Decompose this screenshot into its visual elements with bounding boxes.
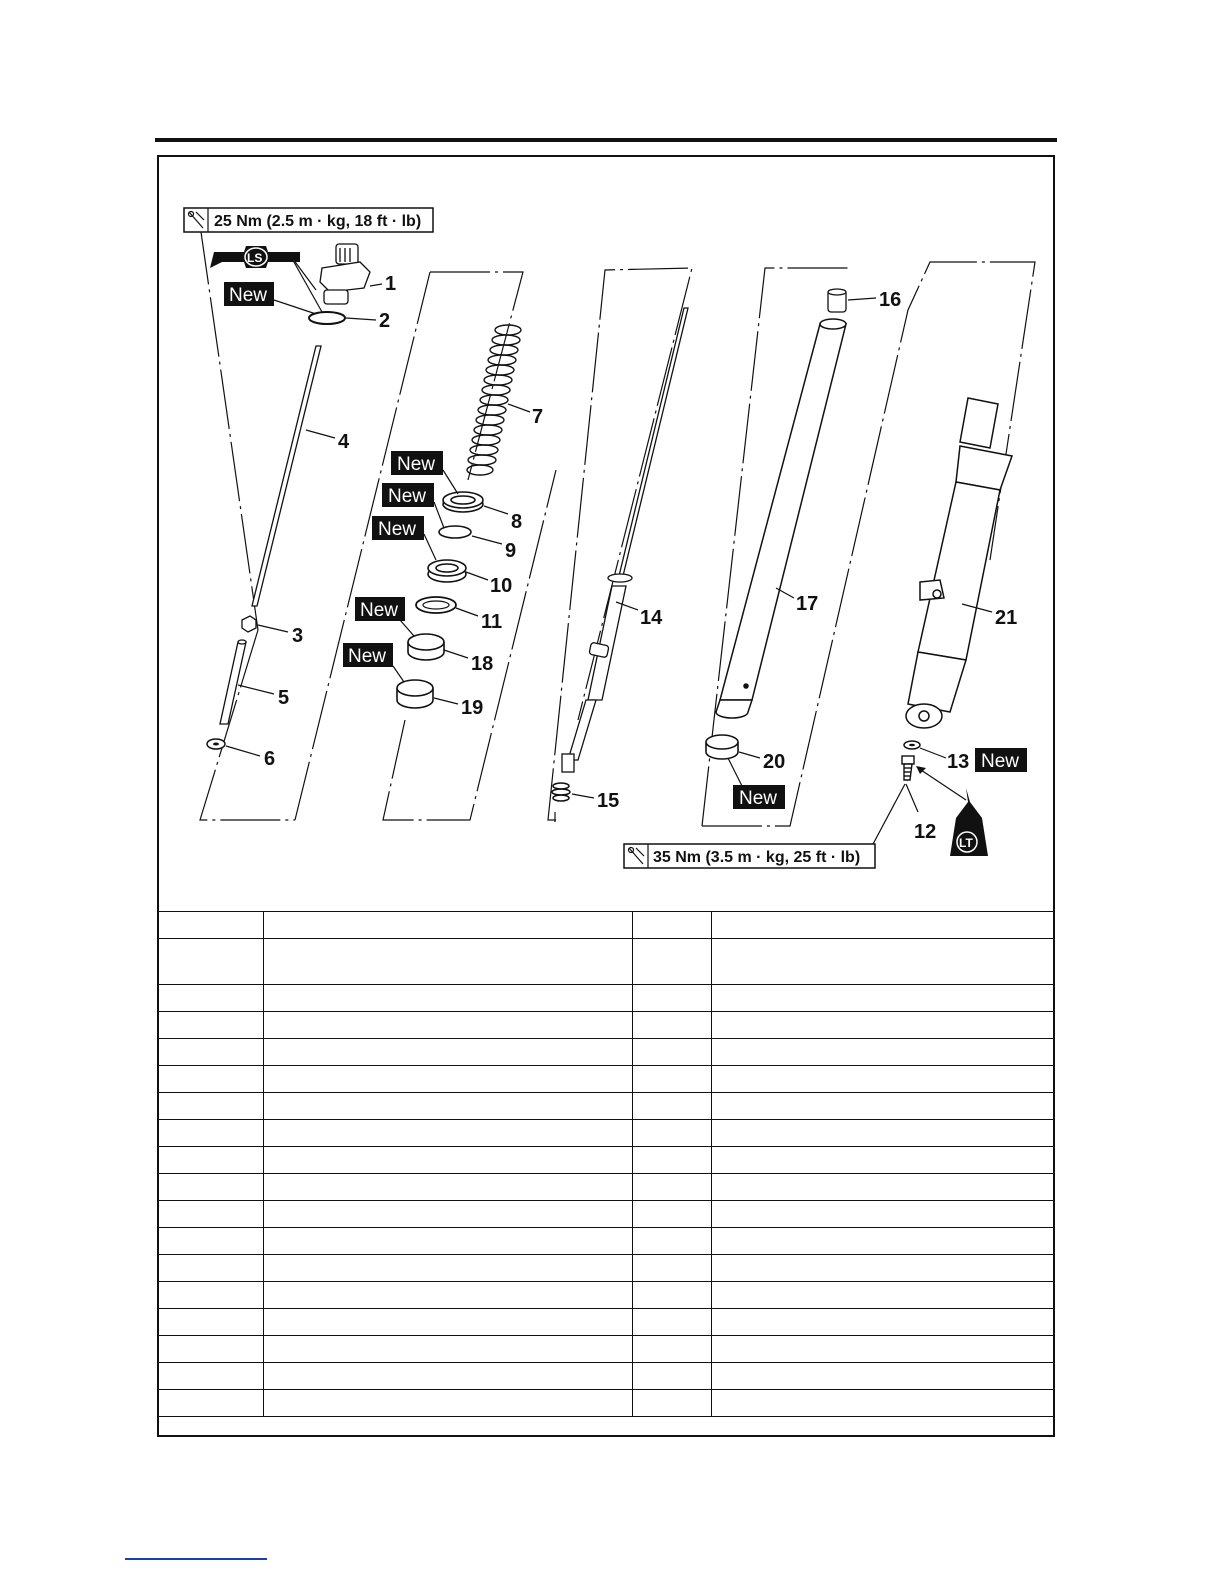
- table-row: [159, 912, 1054, 939]
- part-rebound-spring: [552, 783, 570, 801]
- svg-text:New: New: [388, 486, 427, 507]
- callout-3: 3: [292, 625, 304, 647]
- svg-text:New: New: [229, 285, 268, 306]
- lithium-soap-grease-icon: [210, 246, 300, 268]
- new-badge-10: [372, 516, 424, 540]
- panel-outlines: [200, 225, 1035, 826]
- new-badge-13: [975, 748, 1027, 772]
- callout-16: 16: [879, 289, 902, 311]
- callout-15: 15: [597, 790, 620, 812]
- table-row: [159, 1147, 1054, 1174]
- table-row: [159, 1120, 1054, 1147]
- callout-1: 1: [385, 273, 397, 295]
- part-oil-seal: [443, 492, 483, 512]
- lt-badge-text: LT: [959, 836, 973, 850]
- new-badge-20: [733, 785, 785, 809]
- callout-7: 7: [532, 406, 544, 428]
- callout-14: 14: [640, 607, 663, 629]
- callout-20: 20: [763, 751, 786, 773]
- torque-spec-top: [184, 208, 433, 232]
- table-row: [159, 1201, 1054, 1228]
- parts-table: [158, 911, 1054, 1417]
- callout-11: 11: [481, 611, 503, 633]
- table-row: [159, 1228, 1054, 1255]
- torque-value-bottom: 35 Nm (3.5 m · kg, 25 ft · lb): [653, 849, 861, 866]
- part-fork-spring: [467, 325, 521, 475]
- part-fork-collar: [706, 735, 738, 759]
- part-locknut: [242, 616, 256, 632]
- table-row: [159, 985, 1054, 1012]
- part-copper-washer: [904, 741, 920, 749]
- part-washer: [207, 739, 225, 749]
- table-row: [159, 1390, 1054, 1417]
- part-damper-rod-bolt: [902, 756, 914, 780]
- svg-text:New: New: [397, 454, 436, 475]
- part-outer-tube: [906, 398, 1012, 728]
- callout-18: 18: [471, 653, 494, 675]
- new-badge-18: [355, 597, 405, 621]
- new-badge-8: [391, 451, 443, 475]
- callout-19: 19: [461, 697, 484, 719]
- callout-4: 4: [338, 431, 350, 453]
- table-row: [159, 1012, 1054, 1039]
- callout-9: 9: [505, 540, 517, 562]
- part-adjusting-rod: [252, 346, 321, 606]
- part-oil-seal-washer: [416, 597, 456, 613]
- new-badge-2: [224, 282, 274, 306]
- torque-value-top: 25 Nm (2.5 m · kg, 18 ft · lb): [214, 213, 422, 230]
- part-outer-tube-bushing: [397, 680, 433, 708]
- new-badge-9: [382, 483, 434, 507]
- svg-text:New: New: [739, 788, 778, 809]
- callout-2: 2: [379, 310, 391, 332]
- svg-text:New: New: [348, 646, 387, 667]
- table-row: [159, 1336, 1054, 1363]
- part-dust-seal: [428, 560, 466, 582]
- callout-12: 12: [914, 821, 937, 843]
- table-row: [159, 939, 1054, 985]
- torque-spec-bottom: [624, 844, 875, 868]
- table-row: [159, 1039, 1054, 1066]
- table-row: [159, 1174, 1054, 1201]
- part-damper-rod-assembly: [562, 308, 688, 772]
- table-row: [159, 1066, 1054, 1093]
- callout-17: 17: [796, 593, 819, 615]
- callout-5: 5: [278, 687, 290, 709]
- svg-text:New: New: [378, 519, 417, 540]
- footer-rule: [125, 1558, 267, 1560]
- callout-6: 6: [264, 748, 276, 770]
- table-row: [159, 1255, 1054, 1282]
- callout-21: 21: [995, 607, 1018, 629]
- part-inner-tube-bushing: [408, 634, 444, 660]
- part-cap-bolt: [320, 244, 370, 304]
- callout-8: 8: [511, 511, 523, 533]
- table-row: [159, 1363, 1054, 1390]
- new-badge-19: [343, 643, 393, 667]
- table-row: [159, 1309, 1054, 1336]
- callout-13: 13: [947, 751, 970, 773]
- part-inner-tube: [716, 319, 846, 718]
- callout-10: 10: [490, 575, 513, 597]
- ls-badge-text: LS: [247, 251, 263, 265]
- svg-text:New: New: [360, 600, 399, 621]
- part-tube-cap: [828, 289, 846, 312]
- svg-text:New: New: [981, 751, 1020, 772]
- table-row: [159, 1093, 1054, 1120]
- table-row: [159, 1282, 1054, 1309]
